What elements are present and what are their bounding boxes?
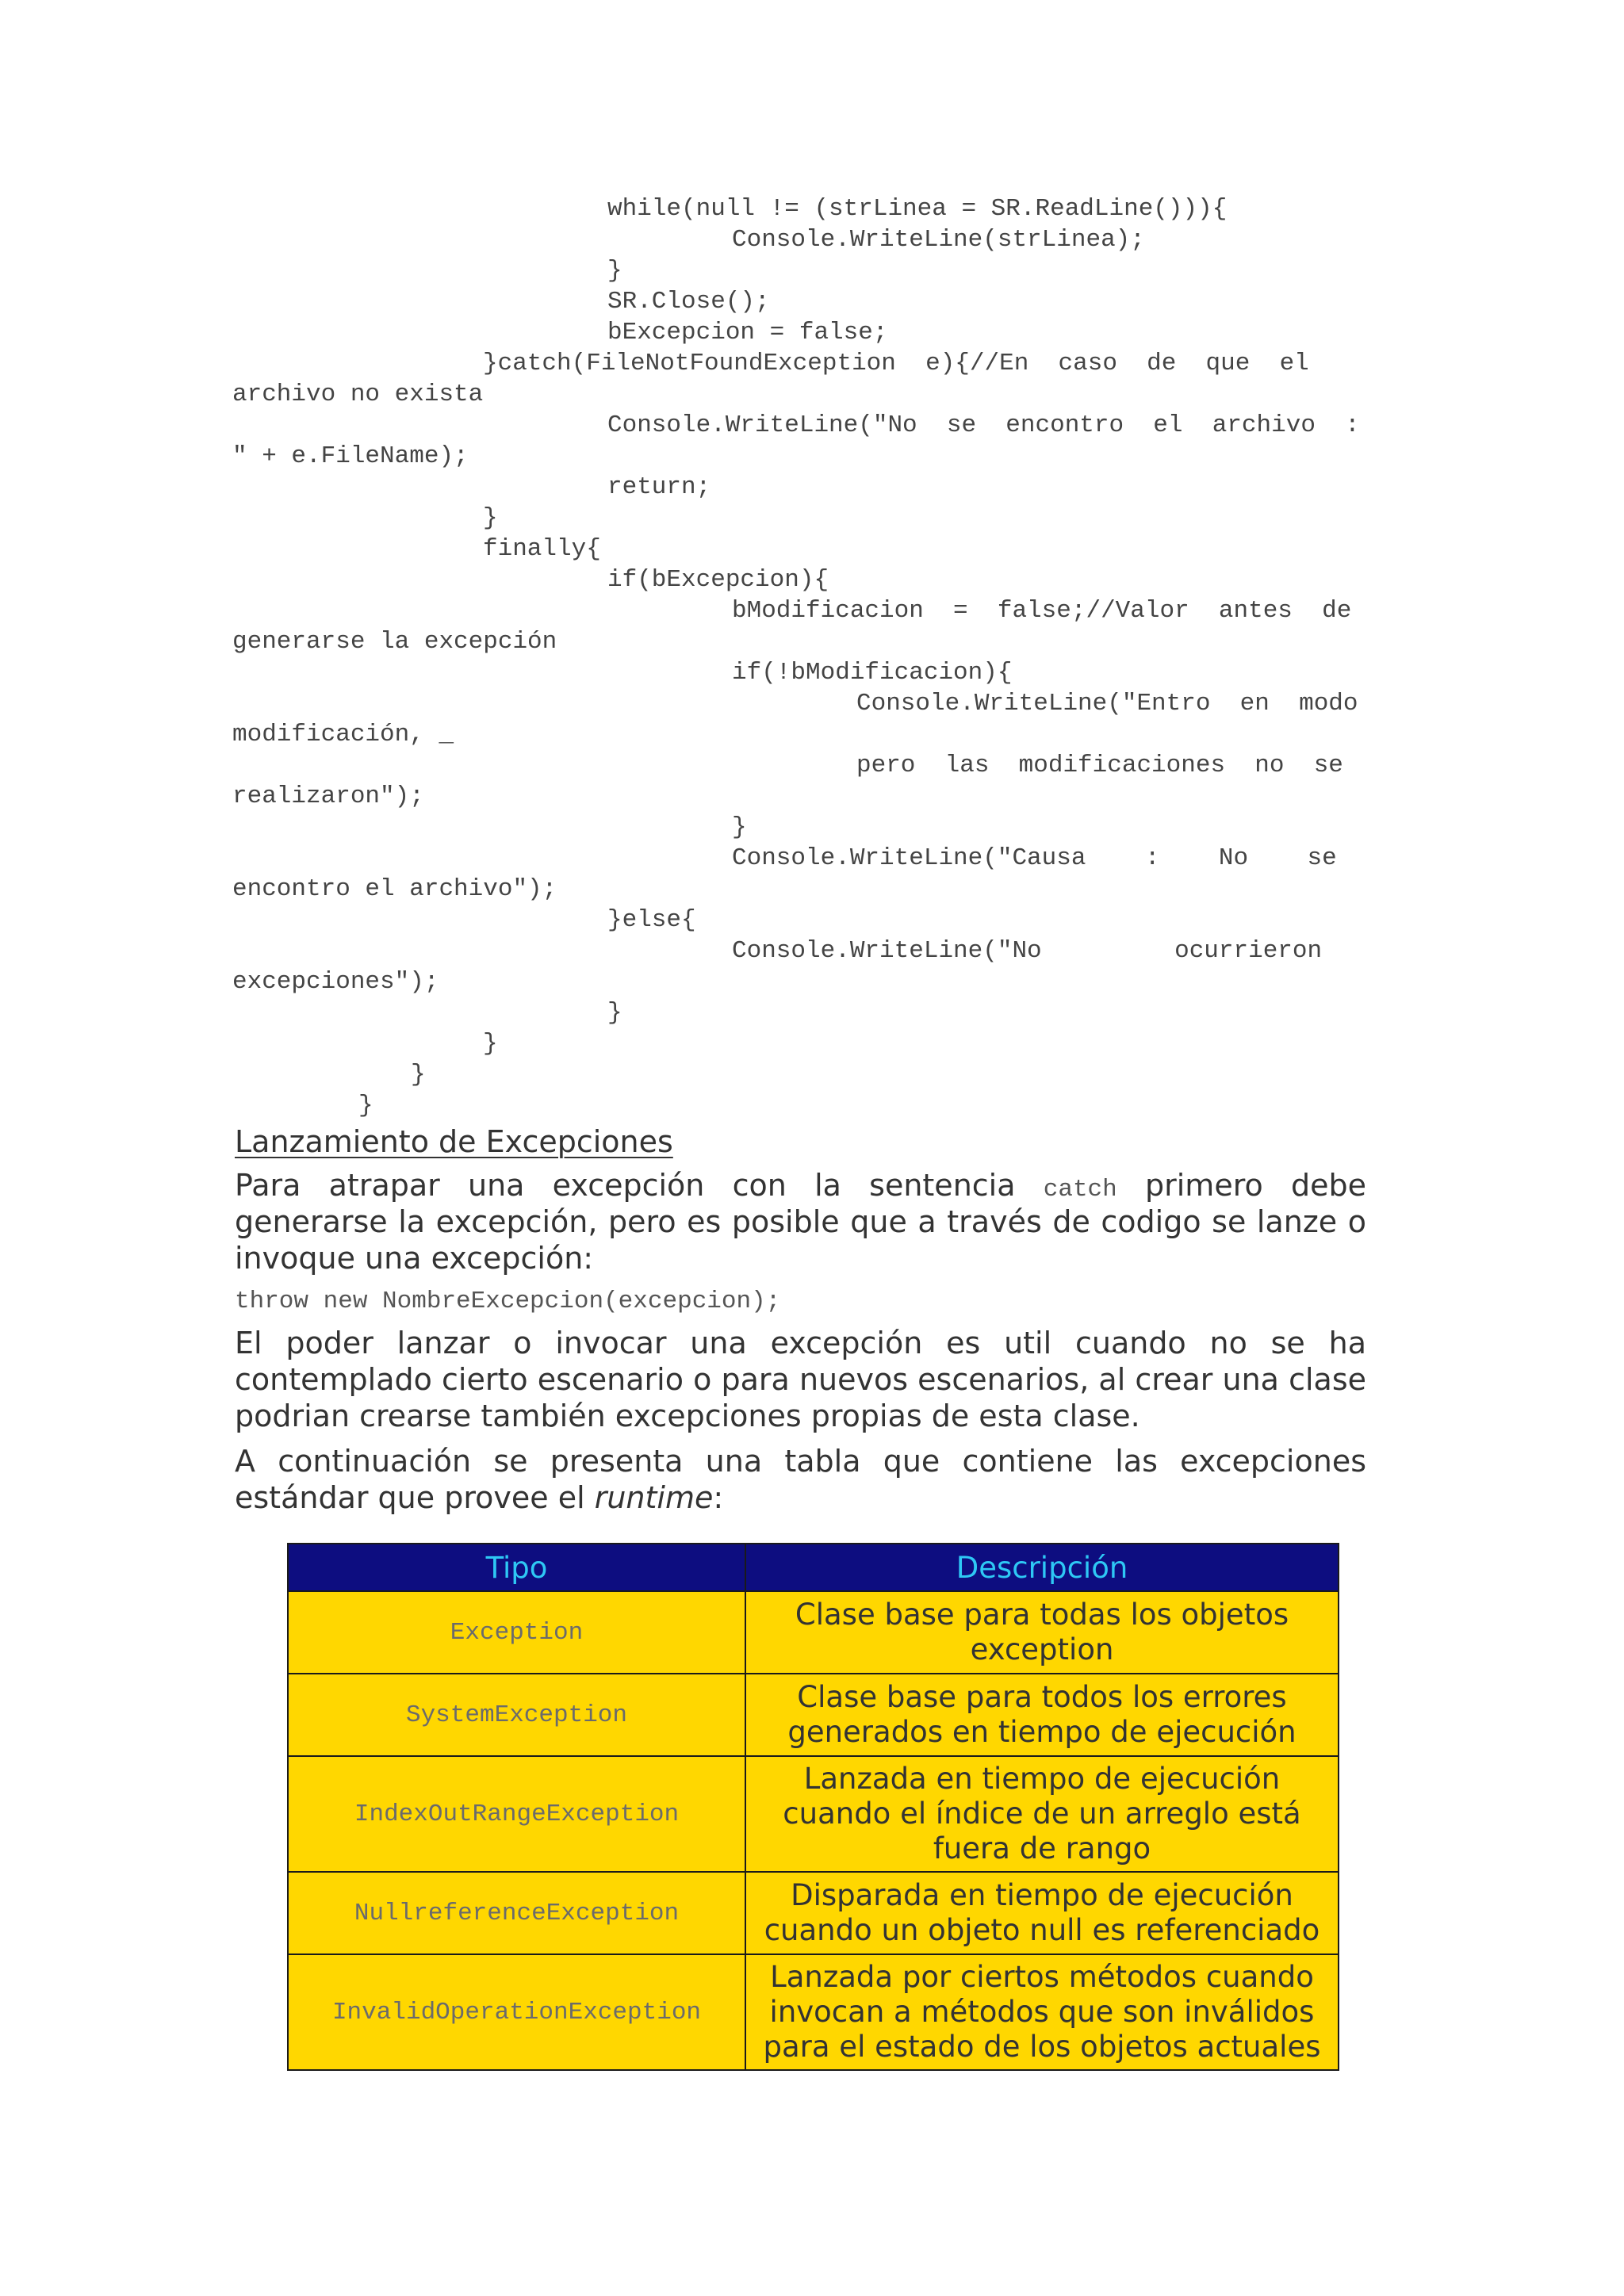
code-line: } [607,999,622,1027]
code-line: Console.WriteLine("Causa : No se [732,844,1337,872]
code-line: SR.Close(); [607,288,770,316]
code-line: pero las modificaciones no se [856,752,1343,779]
code-line: finally{ [483,535,601,563]
paragraph-throw-usage [235,1325,1366,1434]
code-sample-throw: throw new NombreExcepcion(excepcion); [235,1288,781,1315]
table-row [288,1756,1339,1872]
section-heading: Lanzamiento de Excepciones [235,1124,673,1159]
code-line: Console.WriteLine(strLinea); [732,226,1145,254]
code-line: Console.WriteLine("No se encontro el archivo : [607,411,1360,439]
code-line: while(null != (strLinea = SR.ReadLine())){ [607,195,1228,223]
table-row [288,1591,1339,1674]
table-row [288,1674,1339,1756]
code-line: if(!bModificacion){ [732,659,1013,687]
exceptions-table-container [287,1543,1339,2071]
code-line: encontro el archivo"); [232,875,557,903]
code-line: Console.WriteLine("Entro en modo [856,690,1358,718]
code-line: Console.WriteLine("No ocurrieron [732,937,1323,965]
cell-descripcion: Lanzada por ciertos métodos cuando invocan a métodos que son inválidos para el estado de los objetos actuales [745,1954,1339,2070]
code-line: " + e.FileName); [232,442,469,470]
code-line: }catch(FileNotFoundException e){//En caso de que el [483,350,1309,377]
runtime-emphasis: runtime [594,1480,714,1515]
cell-tipo: InvalidOperationException [288,1954,745,2070]
paragraph-intro [235,1167,1366,1276]
code-line: archivo no exista [232,381,484,408]
cell-descripcion: Disparada en tiempo de ejecución cuando un objeto null es referenciado [745,1872,1339,1954]
inline-code-catch: catch [1043,1176,1117,1203]
table-header-row [288,1544,1339,1591]
cell-descripcion: Lanzada en tiempo de ejecución cuando el índice de un arreglo está fuera de rango [745,1756,1339,1872]
header-tipo: Tipo [288,1544,745,1591]
code-line: bExcepcion = false; [607,319,888,346]
cell-descripcion: Clase base para todas los objetos exception [745,1591,1339,1674]
paragraph-line: El poder lanzar o invocar una excepción es util cuando no se ha [235,1326,1366,1360]
paragraph-line: podrian crearse también excepciones propias de esta clase. [235,1399,1140,1433]
code-line: realizaron"); [232,783,424,810]
code-line: } [732,813,747,841]
code-line: generarse la excepción [232,628,557,656]
code-line: } [607,257,622,285]
cell-tipo: Exception [288,1591,745,1674]
code-line: } [358,1092,373,1119]
paragraph-line: A continuación se presenta una tabla que contiene las excepciones [235,1444,1366,1479]
exceptions-table [287,1543,1339,2071]
table-row [288,1872,1339,1954]
paragraph-table-intro [235,1443,1366,1516]
paragraph-line: estándar que provee el runtime: [235,1480,724,1515]
code-line: modificación, _ [232,721,454,748]
code-line: excepciones"); [232,968,439,996]
cell-tipo: IndexOutRangeException [288,1756,745,1872]
cell-tipo: SystemException [288,1674,745,1756]
code-line: } [411,1061,426,1089]
table-row [288,1954,1339,2070]
paragraph-line: contemplado cierto escenario o para nuevos escenarios, al crear una clase [235,1362,1366,1397]
code-line: }else{ [607,906,696,934]
paragraph-line: invoque una excepción: [235,1241,594,1276]
paragraph-line: Para atrapar una excepción con la sentencia catch primero debe [235,1168,1366,1203]
code-line: } [483,504,498,532]
code-line: if(bExcepcion){ [607,566,829,594]
cell-tipo: NullreferenceException [288,1872,745,1954]
code-line: bModificacion = false;//Valor antes de [732,597,1352,625]
code-line: return; [607,473,711,501]
header-descripcion: Descripción [745,1544,1339,1591]
code-line: } [483,1030,498,1058]
cell-descripcion: Clase base para todos los errores generados en tiempo de ejecución [745,1674,1339,1756]
paragraph-line: generarse la excepción, pero es posible que a través de codigo se lanze o [235,1204,1366,1239]
